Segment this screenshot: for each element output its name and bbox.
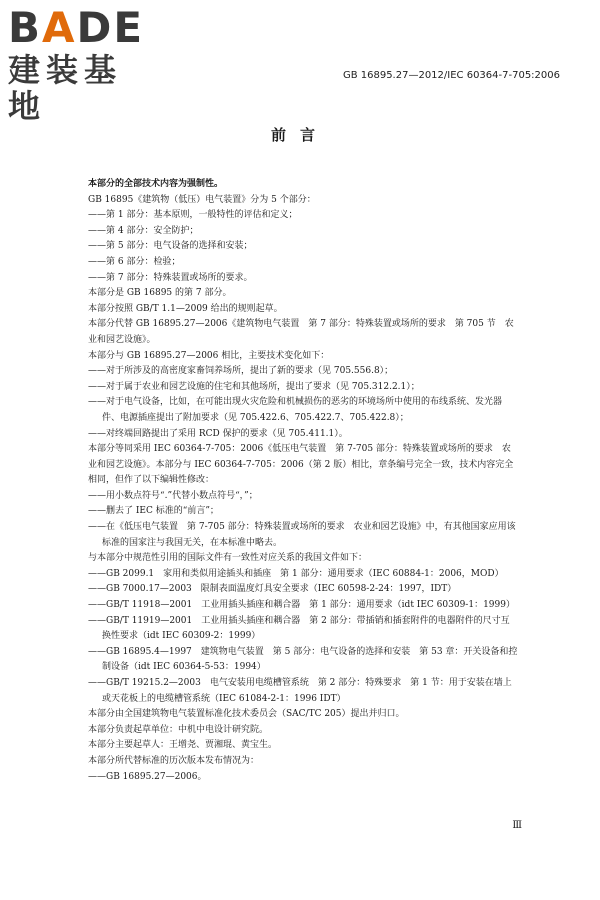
document-paragraph: 本部分等同采用 IEC 60364-7-705：2006《低压电气装置 第 7-705 部分：特殊装置或场所的要求 农业和园艺设施》。本部分与 IEC 60364-7-705：2006（第 2 版）相比，章条编号完全一致，技术内容完全相同，但作了以下编辑性修改： [88, 444, 514, 486]
standard-code: GB 16895.27—2012/IEC 60364-7-705:2006 [342, 70, 560, 81]
document-paragraph: ——对终端回路提出了采用 RCD 保护的要求（见 705.411.1）。 [88, 428, 348, 439]
document-paragraph: 本部分是 GB 16895 的第 7 部分。 [88, 288, 232, 299]
page-title: 前言 [270, 126, 329, 144]
document-paragraph: ——用小数点符号“.”代替小数点符号“，”； [88, 490, 258, 501]
document-paragraph: ——在《低压电气装置 第 7-705 部分：特殊装置或场所的要求 农业和园艺设施》中，有其他国家应用该标准的国家注与我国无关，在本标准中略去。 [88, 522, 516, 548]
document-paragraph: ——GB/T 11918—2001 工业用插头插座和耦合器 第 1 部分：通用要求（idt IEC 60309-1：1999） [88, 600, 515, 611]
logo-wordmark: BADE [8, 3, 145, 52]
document-paragraph: ——第 7 部分：特殊装置或场所的要求。 [88, 272, 253, 283]
document-paragraph: 本部分所代替标准的历次版本发布情况为： [88, 755, 260, 766]
document-paragraph: 本部分与 GB 16895.27—2006 相比，主要技术变化如下： [88, 350, 330, 361]
document-paragraph: 本部分代替 GB 16895.27—2006《建筑物电气装置 第 7 部分：特殊装置或场所的要求 第 705 节 农业和园艺设施》。 [88, 319, 514, 345]
document-paragraph: ——第 4 部分：安全防护； [88, 225, 199, 236]
document-paragraph: ——对于电气设备，比如，在可能出现火灾危险和机械损伤的恶劣的环境场所中使用的布线系统、发光器件、电源插座提出了附加要求（见 705.422.6、705.422.7、705.422.8）； [88, 397, 503, 423]
document-paragraph: ——GB/T 11919—2001 工业用插头插座和耦合器 第 2 部分：带插销和插套附件的电器附件的尺寸互换性要求（idt IEC 60309-2：1999） [88, 615, 510, 642]
document-paragraph: ——对于所涉及的高密度家畜饲养场所，提出了新的要求（见 705.556.8）； [88, 366, 394, 377]
document-paragraph: ——第 1 部分：基本原则，一般特性的评估和定义； [88, 210, 298, 221]
document-paragraph: 本部分的全部技术内容为强制性。 [88, 179, 224, 189]
document-paragraph: 本部分按照 GB/T 1.1—2009 给出的规则起草。 [88, 303, 283, 314]
document-paragraph: ——第 6 部分：检验； [88, 256, 181, 267]
document-paragraph: 本部分由全国建筑物电气装置标准化技术委员会（SAC/TC 205）提出并归口。 [88, 709, 405, 720]
logo-subtitle: 建装基地 [8, 51, 123, 125]
document-paragraph: GB 16895《建筑物（低压）电气装置》分为 5 个部分： [88, 194, 316, 205]
document-paragraph: ——GB 7000.17—2003 限制表面温度灯具安全要求（IEC 60598-2-24：1997，IDT） [88, 584, 457, 595]
document-paragraph: ——GB 2099.1 家用和类似用途插头和插座 第 1 部分：通用要求（IEC 60884-1：2006，MOD） [88, 568, 504, 579]
document-paragraph: ——对于属于农业和园艺设施的住宅和其他场所，提出了要求（见 705.312.2.1）； [88, 381, 420, 392]
document-paragraph: ——删去了 IEC 标准的“前言”； [88, 506, 219, 517]
document-body [88, 177, 518, 785]
document-paragraph: ——GB/T 19215.2—2003 电气安装用电缆槽管系统 第 2 部分：特殊要求 第 1 节：用于安装在墙上或天花板上的电缆槽管系统（IEC 61084-2-1：1996 IDT） [88, 678, 512, 704]
document-paragraph: 本部分主要起草人：王增尧、贾湘琨、黄宝生。 [88, 740, 278, 751]
brand-logo [8, 3, 158, 125]
page-number: Ⅲ [512, 820, 522, 831]
document-paragraph: ——GB 16895.27—2006。 [88, 771, 207, 782]
document-paragraph: 与本部分中规范性引用的国际文件有一致性对应关系的我国文件如下： [88, 553, 368, 564]
document-paragraph: 本部分负责起草单位：中机中电设计研究院。 [88, 724, 269, 735]
document-paragraph: ——GB 16895.4—1997 建筑物电气装置 第 5 部分：电气设备的选择和安装 第 53 章：开关设备和控制设备（idt IEC 60364-5-53：1994） [88, 646, 518, 673]
document-paragraph: ——第 5 部分：电气设备的选择和安装； [88, 241, 253, 252]
